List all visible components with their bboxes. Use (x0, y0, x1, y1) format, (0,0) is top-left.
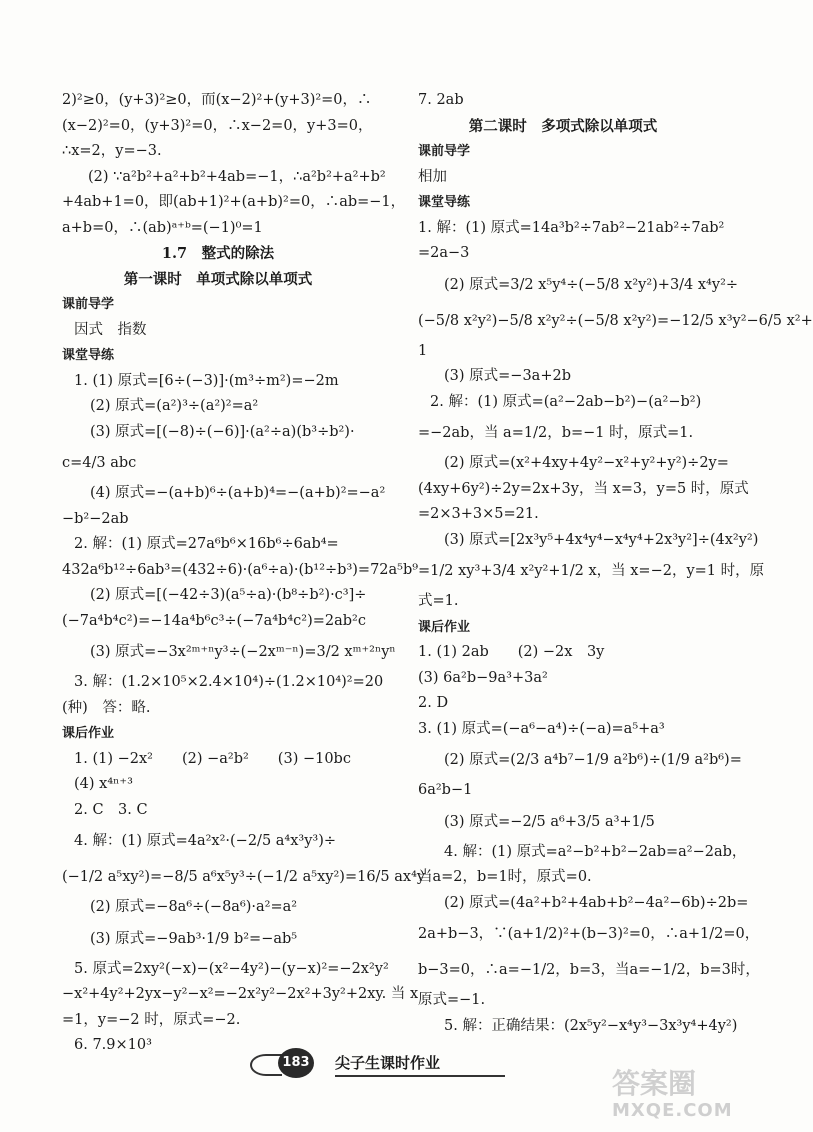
answer-line: 2. D (418, 695, 449, 711)
answer-line: 第二课时 多项式除以单项式 (468, 117, 658, 135)
watermark-url: MXQE.COM (612, 1100, 733, 1121)
answer-line: (2) 原式=3/2 x⁵y⁴÷(−5/8 x²y²)+3/4 x⁴y²÷ (444, 276, 739, 293)
answer-line: (4) x⁴ⁿ⁺³ (74, 776, 133, 792)
answer-line: 课前导学 (62, 297, 115, 312)
answer-line: 7. 2ab (418, 92, 464, 108)
answer-line: (2) 原式=(a²)³÷(a²)²=a² (90, 398, 259, 414)
answer-line: 因式 指数 (74, 321, 147, 338)
answer-line: (2) 原式=−8a⁶÷(−8a⁶)·a²=a² (90, 899, 298, 915)
answer-line: −b²−2ab (62, 510, 129, 527)
answer-line: 第一课时 单项式除以单项式 (123, 270, 313, 288)
answer-line: 2a+b−3，∵(a+1/2)²+(b−3)²=0，∴a+1/2=0， (418, 926, 760, 942)
left-column (62, 88, 426, 1059)
right-column (418, 88, 813, 1039)
page-footer (250, 1044, 515, 1084)
answer-line: 432a⁶b¹²÷6ab³=(432÷6)·(a⁶÷a)·(b¹²÷b³)=72a⁵b⁹ (62, 561, 419, 578)
answer-line: 3. 解：(1.2×10⁵×2.4×10⁴)÷(1.2×10⁴)²=20 (74, 674, 384, 690)
answer-line: 相加 (418, 168, 447, 185)
watermark (612, 1068, 742, 1128)
answer-line: 6a²b−1 (418, 782, 473, 798)
answer-line: (−5/8 x²y²)−5/8 x²y²÷(−5/8 x²y²)=−12/5 x³y²−6/5 x²+ (418, 312, 813, 329)
answer-line: 1. 解：(1) 原式=14a³b²÷7ab²−21ab²÷7ab² (418, 219, 725, 236)
answer-line: 当a=2，b=1时，原式=0. (418, 869, 592, 885)
answer-line: (3) 原式=−3a+2b (444, 368, 571, 384)
answer-line: a+b=0，∴(ab)ᵃ⁺ᵇ=(−1)⁰=1 (62, 219, 263, 236)
answer-line: 课前导学 (418, 144, 471, 159)
answer-line: 1. (1) −2x² (2) −a²b² (3) −10bc (74, 750, 351, 767)
answer-line: (3) 原式=−9ab³·1/9 b²=−ab⁵ (90, 930, 298, 947)
answer-line: =2×3+3×5=21. (418, 506, 539, 522)
answer-line: (2) 原式=(2/3 a⁴b⁷−1/9 a²b⁶)÷(1/9 a²b⁶)= (444, 752, 742, 768)
answer-line: (2) 原式=[(−42÷3)(a⁵÷a)·(b⁸÷b²)·c³]÷ (90, 587, 367, 603)
answer-line: 课后作业 (418, 619, 471, 635)
page-number-badge: 183 (278, 1048, 314, 1078)
answer-line: 2. 解：(1) 原式=27a⁶b⁶×16b⁶÷6ab⁴= (74, 536, 339, 552)
answer-line: (种) 答：略. (62, 699, 151, 716)
answer-line: (2) ∵a²b²+a²+b²+4ab=−1，∴a²b²+a²+b² (88, 168, 386, 185)
footer-rule (335, 1075, 505, 1077)
answer-line: 1. (1) 原式=[6÷(−3)]·(m³÷m²)=−2m (74, 372, 339, 389)
answer-line: (2) 原式=(4a²+b²+4ab+b²−4a²−6b)÷2b= (444, 894, 749, 911)
answer-line: 原式=−1. (418, 992, 486, 1008)
answer-line: 2)²≥0，(y+3)²≥0，而(x−2)²+(y+3)²=0，∴ (62, 92, 372, 108)
answer-line: +4ab+1=0，即(ab+1)²+(a+b)²=0，∴ab=−1， (62, 194, 406, 210)
answer-line: (3) 6a²b−9a³+3a² (418, 669, 548, 686)
answer-line: =1，y=−2 时，原式=−2. (62, 1011, 241, 1028)
answer-line: 1 (418, 342, 428, 359)
answer-line: 4. 解：(1) 原式=a²−b²+b²−2ab=a²−2ab， (444, 843, 747, 860)
answer-line: (2) 原式=(x²+4xy+4y²−x²+y²+y²)÷2y= (444, 455, 729, 471)
answer-line: 2. 解：(1) 原式=(a²−2ab−b²)−(a²−b²) (430, 393, 702, 410)
answer-line: (4) 原式=−(a+b)⁶÷(a+b)⁴=−(a+b)²=−a² (90, 485, 386, 501)
answer-line: (3) 原式=−3x²ᵐ⁺ⁿy³÷(−2xᵐ⁻ⁿ)=3/2 xᵐ⁺²ⁿyⁿ (90, 644, 396, 660)
answer-line: (−7a⁴b⁴c²)=−14a⁴b⁶c³÷(−7a⁴b⁴c²)=2ab²c (62, 612, 366, 629)
answer-line: 3. (1) 原式=(−a⁶−a⁴)÷(−a)=a⁵+a³ (418, 720, 665, 737)
answer-line: 课后作业 (62, 726, 115, 741)
answer-line: 6. 7.9×10³ (74, 1037, 152, 1053)
answer-line: =−2ab，当 a=1/2，b=−1 时，原式=1. (418, 425, 694, 441)
answer-line: b−3=0，∴a=−1/2，b=3，当a=−1/2，b=3时， (418, 962, 760, 978)
answer-line: 4. 解：(1) 原式=4a²x²·(−2/5 a⁴x³y³)÷ (74, 833, 337, 849)
answer-line: 5. 解：正确结果：(2x⁵y²−x⁴y³−3x³y⁴+4y²) (444, 1017, 738, 1034)
answer-line: 2. C 3. C (74, 801, 148, 818)
answer-line: (3) 原式=[2x³y⁵+4x⁴y⁴−x⁴y⁴+2x³y²]÷(4x²y²) (444, 531, 759, 548)
answer-line: ∴x=2，y=−3. (62, 143, 162, 159)
answer-line: (3) 原式=−2/5 a⁶+3/5 a³+1/5 (444, 813, 655, 830)
answer-line: 式=1. (418, 593, 459, 609)
answer-line: 5. 原式=2xy²(−x)−(x²−4y²)−(y−x)²=−2x²y² (74, 960, 389, 977)
series-title: 尖子生课时作业 (335, 1054, 441, 1072)
answer-line: =2a−3 (418, 245, 470, 261)
answer-line: −x²+4y²+2yx−y²−x²=−2x²y²−2x²+3y²+2xy. 当 x (62, 986, 419, 1002)
answer-line: 课堂导练 (418, 195, 471, 210)
answer-line: c=4/3 abc (62, 455, 137, 471)
answer-line: (4xy+6y²)÷2y=2x+3y，当 x=3，y=5 时，原式 (418, 480, 749, 497)
answer-line: (3) 原式=[(−8)÷(−6)]·(a²÷a)(b³÷b²)· (90, 423, 355, 440)
answer-line: =1/2 xy³+3/4 x²y²+1/2 x，当 x=−2，y=1 时，原 (418, 563, 765, 579)
answer-line: 1. (1) 2ab (2) −2x 3y (418, 644, 605, 660)
answer-line: 1.7 整式的除法 (161, 245, 275, 262)
answer-line: (−1/2 a⁵xy²)=−8/5 a⁶x⁵y³÷(−1/2 a⁵xy²)=16/5 ax⁴y (62, 869, 426, 885)
answer-line: (x−2)²=0，(y+3)²=0，∴x−2=0，y+3=0， (62, 117, 373, 134)
watermark-logo: 答案圈 (612, 1067, 697, 1100)
answer-line: 课堂导练 (62, 348, 115, 363)
